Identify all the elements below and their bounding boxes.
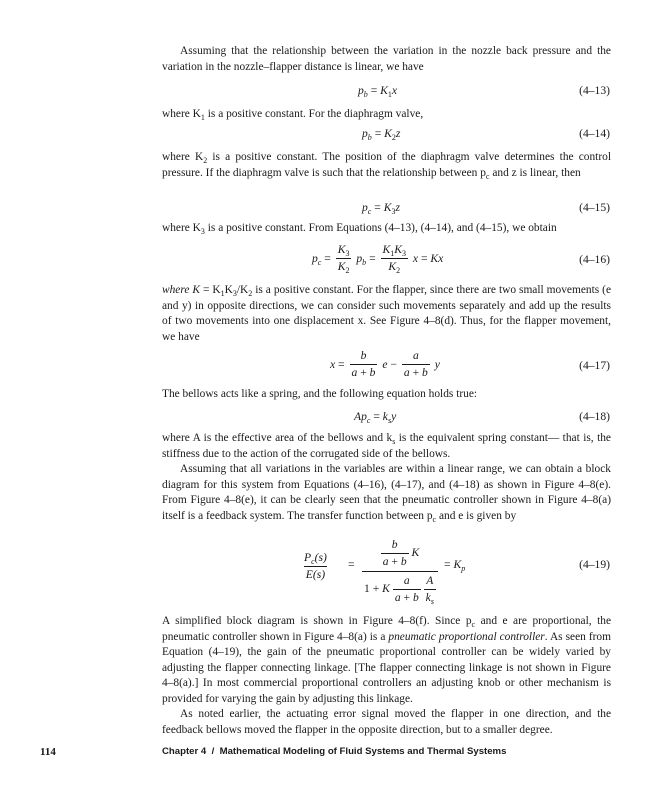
equation-4-15: $p_c = K_3z$ (4–15) bbox=[362, 201, 610, 216]
paragraph-block-diagram: Assuming that all variations in the variables are within a linear range, we can obtain a block diagram for this system from Equations (4–16), (4–17), and (4–18) as shown in Figure 4–8(e). From Figure 4–8(e), it can be clearly seen that the pneumatic controller shown in Figure 4–8(a) itself is a feedback system. The transfer function between $p_c$ and e is given by bbox=[162, 463, 611, 524]
paragraph-bellows: The bellows acts like a spring, and the following equation holds true: bbox=[162, 388, 478, 400]
equation-4-13: $p_b = K_1x$ (4–13) bbox=[358, 84, 610, 99]
equation-4-16: $p_c$ = $\frac{K_3}{K_2}$ $p_b$ = $\frac{K_1K_3}{K_2}$ x = Kx (4–16) bbox=[312, 243, 610, 275]
paragraph-intro: Assuming that the relationship between the variation in the nozzle back pressure and the variation in the nozzle–flapper distance is linear, we have bbox=[162, 45, 611, 73]
equation-4-18: $Ap_c = k_sy$ (4–18) bbox=[354, 410, 610, 425]
equation-4-14: $p_b = K_2z$ (4–14) bbox=[362, 127, 610, 142]
paragraph-flapper: where $K = K_1K_3/K_2$ is a positive constant. For the flapper, since there are two small movements (e and y) in opposite directions, we can consider such movements separately and add up the results of two movements into one displacement x. See Figure 4–8(d). Thus, for the flapper movement, we have bbox=[162, 284, 612, 343]
page-number: 114 bbox=[40, 746, 56, 758]
running-footer: Chapter 4 / Mathematical Modeling of Fluid Systems and Thermal Systems bbox=[162, 746, 507, 757]
equation-4-19: $P_c(s)$ E(s) = $\frac{b}{a + b}$ K 1 + K $\frac{a}{a + b}$ $\frac{A}{k_s}$ = $K_p$ (4–19) bbox=[304, 538, 610, 606]
paragraph-noted-earlier: As noted earlier, the actuating error signal moved the flapper in one direction, and the feedback bellows moved the flapper in the opposite direction, but to a smaller degree. bbox=[162, 708, 611, 736]
equation-4-17: x = $\frac{b}{a + b}$ e − $\frac{a}{a + b}$ y (4–17) bbox=[330, 349, 610, 379]
paragraph-k1: where $K_1$ is a positive constant. For the diaphragm valve, bbox=[162, 108, 424, 122]
paragraph-k2: where $K_2$ is a positive constant. The position of the diaphragm valve determines the control pressure. If the diaphragm valve is such that the relationship between $p_c$ and z is linear, then bbox=[162, 151, 611, 181]
paragraph-k3: where $K_3$ is a positive constant. From Equations (4–13), (4–14), and (4–15), we obtain bbox=[162, 222, 557, 236]
paragraph-proportional: A simplified block diagram is shown in Figure 4–8(f). Since $p_c$ and e are proportional, the pneumatic controller shown in Figure 4–8(a) is a pneumatic proportional controller. As seen from Equation (4–19), the gain of the pneumatic proportional controller can be widely varied by adjusting the flapper connecting linkage. [The flapper connecting linkage is not shown in Figure 4–8(a).] In most commercial proportional controllers an adjusting knob or other mechanism is provided for varying the gain by adjusting this linkage. bbox=[162, 615, 611, 705]
paragraph-spring-constant: where A is the effective area of the bellows and $k_s$ is the equivalent spring constant— that is, the stiffness due to the action of the corrugated side of the bellows. bbox=[162, 432, 611, 460]
